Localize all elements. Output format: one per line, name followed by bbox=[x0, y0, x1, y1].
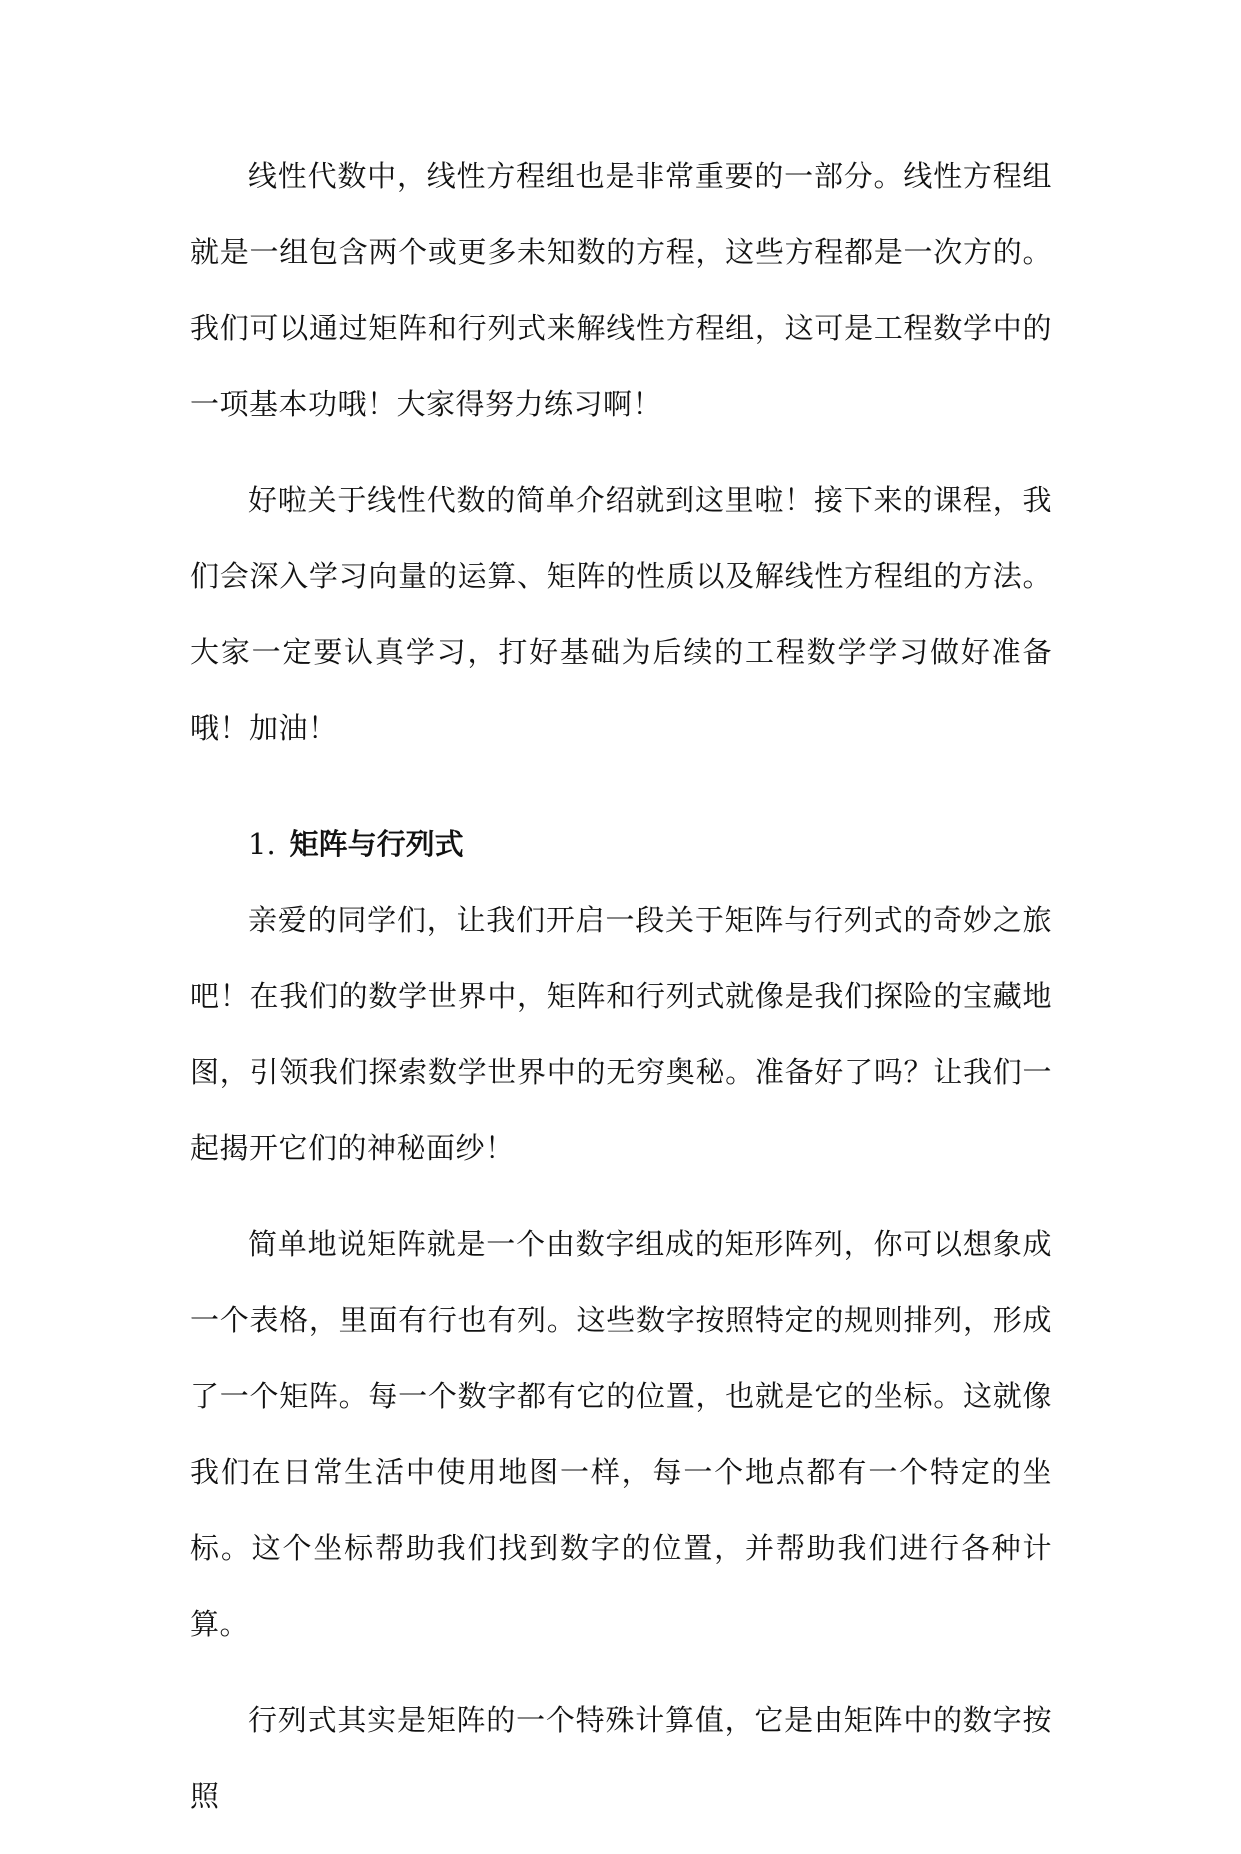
document-body bbox=[190, 138, 1052, 1854]
section-number: 1. bbox=[248, 827, 276, 861]
paragraph-determinant-definition: 行列式其实是矩阵的一个特殊计算值，它是由矩阵中的数字按照 bbox=[190, 1703, 1052, 1813]
section-title: 矩阵与行列式 bbox=[289, 827, 464, 861]
section-heading-matrix-determinant bbox=[190, 806, 1052, 882]
paragraph-matrix-definition: 简单地说矩阵就是一个由数字组成的矩形阵列，你可以想象成一个表格，里面有行也有列。这些数字按照特定的规则排列，形成了一个矩阵。每一个数字都有它的位置，也就是它的坐标。这就像我们在日常生活中使用地图一样，每一个地点都有一个特定的坐标。这个坐标帮助我们找到数字的位置，并帮助我们进行各种计算。 bbox=[190, 1227, 1052, 1641]
paragraph-linear-equations: 线性代数中，线性方程组也是非常重要的一部分。线性方程组就是一组包含两个或更多未知数的方程，这些方程都是一次方的。我们可以通过矩阵和行列式来解线性方程组，这可是工程数学中的一项基本功哦！大家得努力练习啊！ bbox=[190, 159, 1052, 421]
paragraph-intro-summary: 好啦关于线性代数的简单介绍就到这里啦！接下来的课程，我们会深入学习向量的运算、矩阵的性质以及解线性方程组的方法。大家一定要认真学习，打好基础为后续的工程数学学习做好准备哦！加油！ bbox=[190, 483, 1052, 745]
paragraph-journey: 亲爱的同学们，让我们开启一段关于矩阵与行列式的奇妙之旅吧！在我们的数学世界中，矩阵和行列式就像是我们探险的宝藏地图，引领我们探索数学世界中的无穷奥秘。准备好了吗？让我们一起揭开它们的神秘面纱！ bbox=[190, 903, 1052, 1165]
